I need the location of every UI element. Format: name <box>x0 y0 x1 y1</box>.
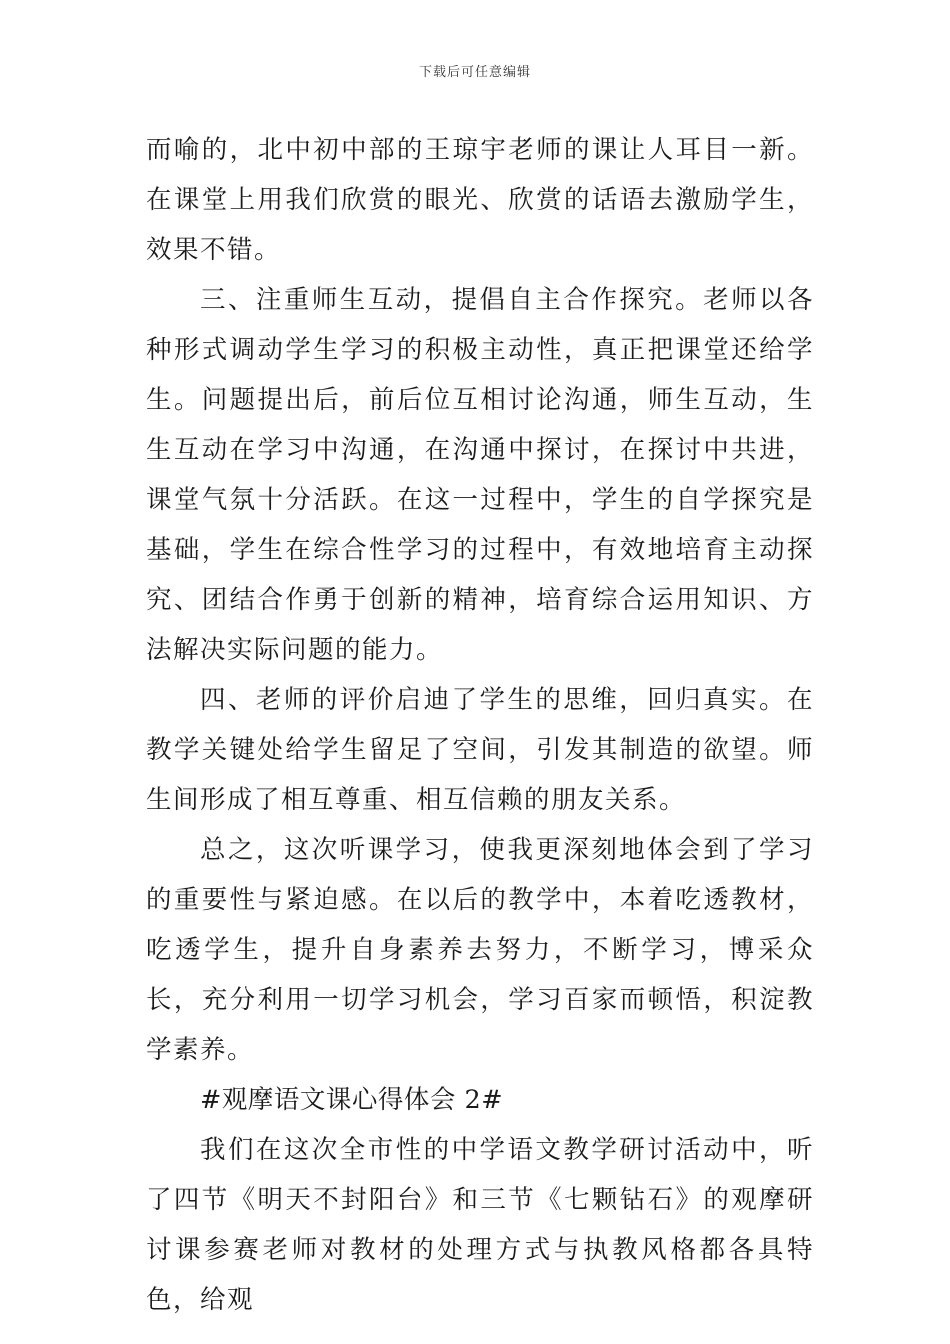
paragraph-point-three: 三、注重师生互动，提倡自主合作探究。老师以各种形式调动学生学习的积极主动性，真正把课堂还给学生。问题提出后，前后位互相讨论沟通，师生互动，生生互动在学习中沟通，在沟通中探讨，在探讨中共进，课堂气氛十分活跃。在这一过程中，学生的自学探究是基础，学生在综合性学习的过程中，有效地培育主动探究、团结合作勇于创新的精神，培育综合运用知识、方法解决实际问题的能力。 <box>146 285 814 665</box>
paragraph-conclusion: 总之，这次听课学习，使我更深刻地体会到了学习的重要性与紧迫感。在以后的教学中，本着吃透教材，吃透学生，提升自身素养去努力，不断学习，博采众长，充分利用一切学习机会，学习百家而顿悟，积淀教学素养。 <box>146 835 814 1065</box>
paragraph-point-four: 四、老师的评价启迪了学生的思维，回归真实。在教学关键处给学生留足了空间，引发其制造的欲望。师生间形成了相互尊重、相互信赖的朋友关系。 <box>146 685 814 815</box>
page-header: 下载后可任意编辑 <box>418 65 531 80</box>
document-body <box>146 125 814 1325</box>
paragraph-section-two-intro: 我们在这次全市性的中学语文教学研讨活动中，听了四节《明天不封阳台》和三节《七颗钻石》的观摩研讨课参赛老师对教材的处理方式与执教风格都各具特色，给观 <box>146 1135 814 1315</box>
paragraph-continuation: 而喻的，北中初中部的王琼宇老师的课让人耳目一新。在课堂上用我们欣赏的眼光、欣赏的话语去激励学生，效果不错。 <box>146 135 814 265</box>
section-heading: #观摩语文课心得体会 2# <box>200 1085 504 1115</box>
